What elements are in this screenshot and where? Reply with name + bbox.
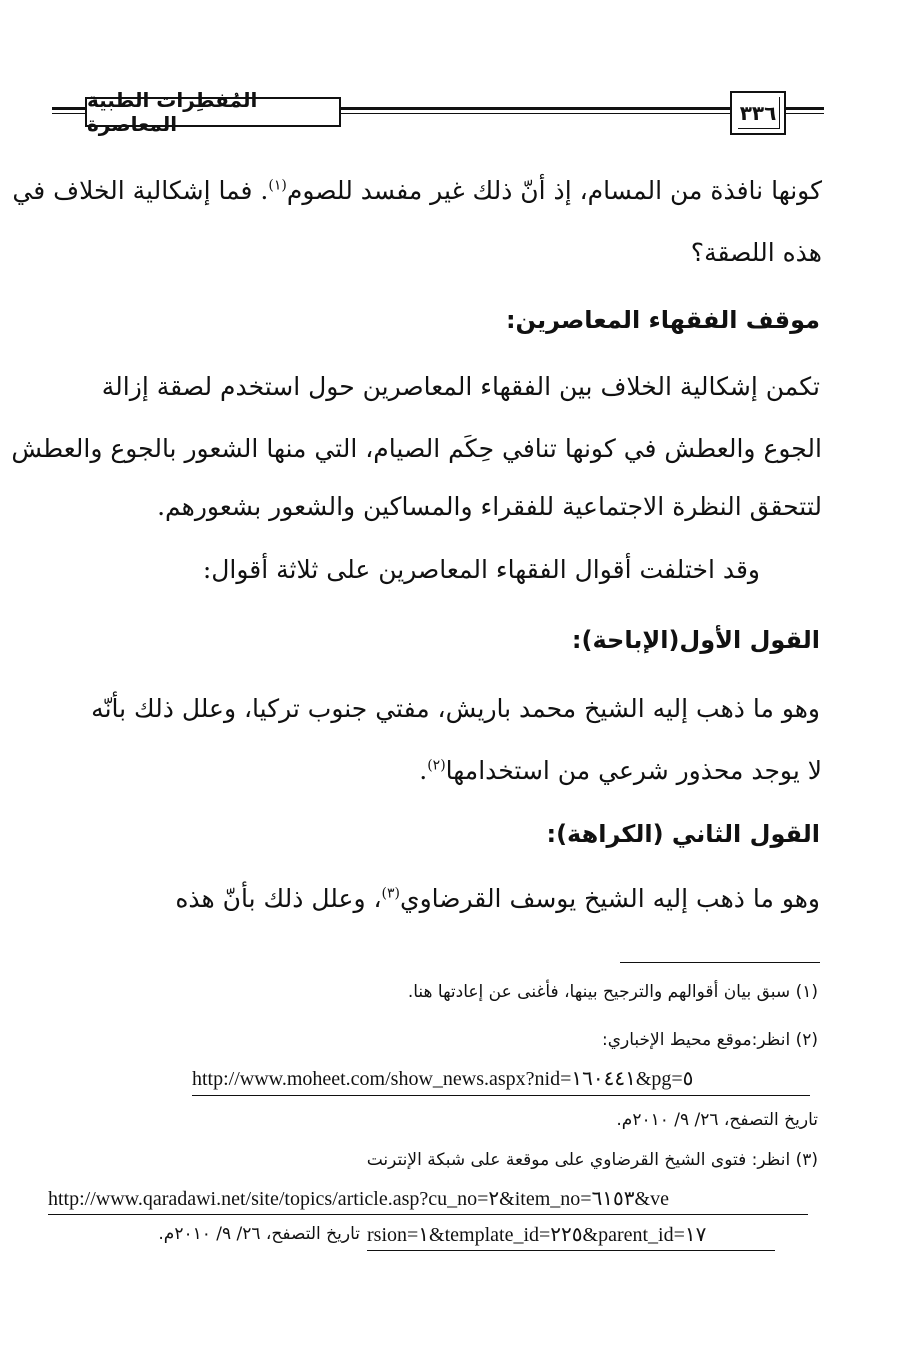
para3-line-1: وهو ما ذهب إليه الشيخ محمد باريش، مفتي جنوب تركيا، وعلل ذلك بأنّه [91, 694, 820, 723]
header-rule-middle [339, 107, 730, 110]
para3-line-2 [52, 756, 822, 785]
header-rule-left-thin [52, 113, 85, 114]
footnote-ref-1: (١) [268, 177, 287, 194]
para4-text: وهو ما ذهب إليه الشيخ يوسف القرضاوي [400, 884, 820, 913]
footnote-3-link-underline-1 [48, 1214, 808, 1215]
header-rule-left [52, 107, 85, 110]
footnote-ref-3: (٣) [381, 885, 401, 902]
footnote-2-date: تاريخ التصفح، ٢٦/ ٩/ ٢٠١٠م. [616, 1110, 818, 1130]
footnote-ref-2: (٢) [427, 757, 446, 774]
heading-contemporary-position: موقف الفقهاء المعاصرين: [505, 306, 820, 334]
footnote-1: (١) سبق بيان أقوالهم والترجيح بينها، فأغنى عن إعادتها هنا. [407, 982, 818, 1002]
heading-first-opinion: القول الأول(الإباحة): [571, 626, 820, 654]
book-title: المُفطِرات الطبية المعاصرة [85, 97, 341, 127]
header-rule-middle-thin [339, 113, 730, 114]
para3-line-2-text: لا يوجد محذور شرعي من استخدامها [445, 756, 822, 785]
heading-second-opinion: القول الثاني (الكراهة): [546, 820, 820, 848]
footnote-3-link-underline-2 [367, 1250, 775, 1251]
page-number: ٣٣٦ [730, 91, 786, 135]
body-line-1 [12, 176, 822, 205]
footnote-3-date: تاريخ التصفح، ٢٦/ ٩/ ٢٠١٠م. [158, 1224, 360, 1244]
footnote-2-link-underline [192, 1095, 810, 1096]
body-line-1-tail: . فما إشكالية الخلاف في [12, 176, 269, 205]
para1-line-2: الجوع والعطش في كونها تنافي حِكَم الصيام، التي منها الشعور بالجوع والعطش [11, 434, 822, 463]
footnote-separator [620, 962, 820, 963]
para1-line-1: تكمن إشكالية الخلاف بين الفقهاء المعاصرين حول استخدم لصقة إزالة [101, 372, 820, 401]
body-line-1-text: كونها نافذة من المسام، إذ أنّ ذلك غير مفسد للصوم [286, 176, 822, 205]
header-rule-right-thin [784, 113, 824, 114]
para4-line-1 [175, 884, 820, 913]
body-line-2: هذه اللصقة؟ [690, 238, 822, 267]
footnote-2: (٢) انظر:موقع محيط الإخباري: [601, 1030, 818, 1050]
footnote-2-link[interactable]: http://www.moheet.com/show_news.aspx?nid=١٦٠٤٤١&pg=٥ [192, 1068, 694, 1090]
footnote-3-link-line-2[interactable]: rsion=١&template_id=٢٢٥&parent_id=١٧ [367, 1224, 707, 1246]
header-rule-right [784, 107, 824, 110]
para4-tail: ، وعلل ذلك بأنّ هذه [175, 884, 382, 913]
footnote-3: (٣) انظر: فتوى الشيخ القرضاوي على موقعة على شبكة الإنترنت [366, 1150, 818, 1170]
page-header [0, 85, 910, 145]
para2: وقد اختلفت أقوال الفقهاء المعاصرين على ثلاثة أقوال: [202, 555, 760, 584]
footnote-3-link-line-1[interactable]: http://www.qaradawi.net/site/topics/article.asp?cu_no=٢&item_no=٦١٥٣&ve [48, 1188, 669, 1210]
para3-line-2-tail: . [419, 756, 428, 785]
para1-line-3: لتتحقق النظرة الاجتماعية للفقراء والمساكين والشعور بشعورهم. [157, 492, 822, 521]
